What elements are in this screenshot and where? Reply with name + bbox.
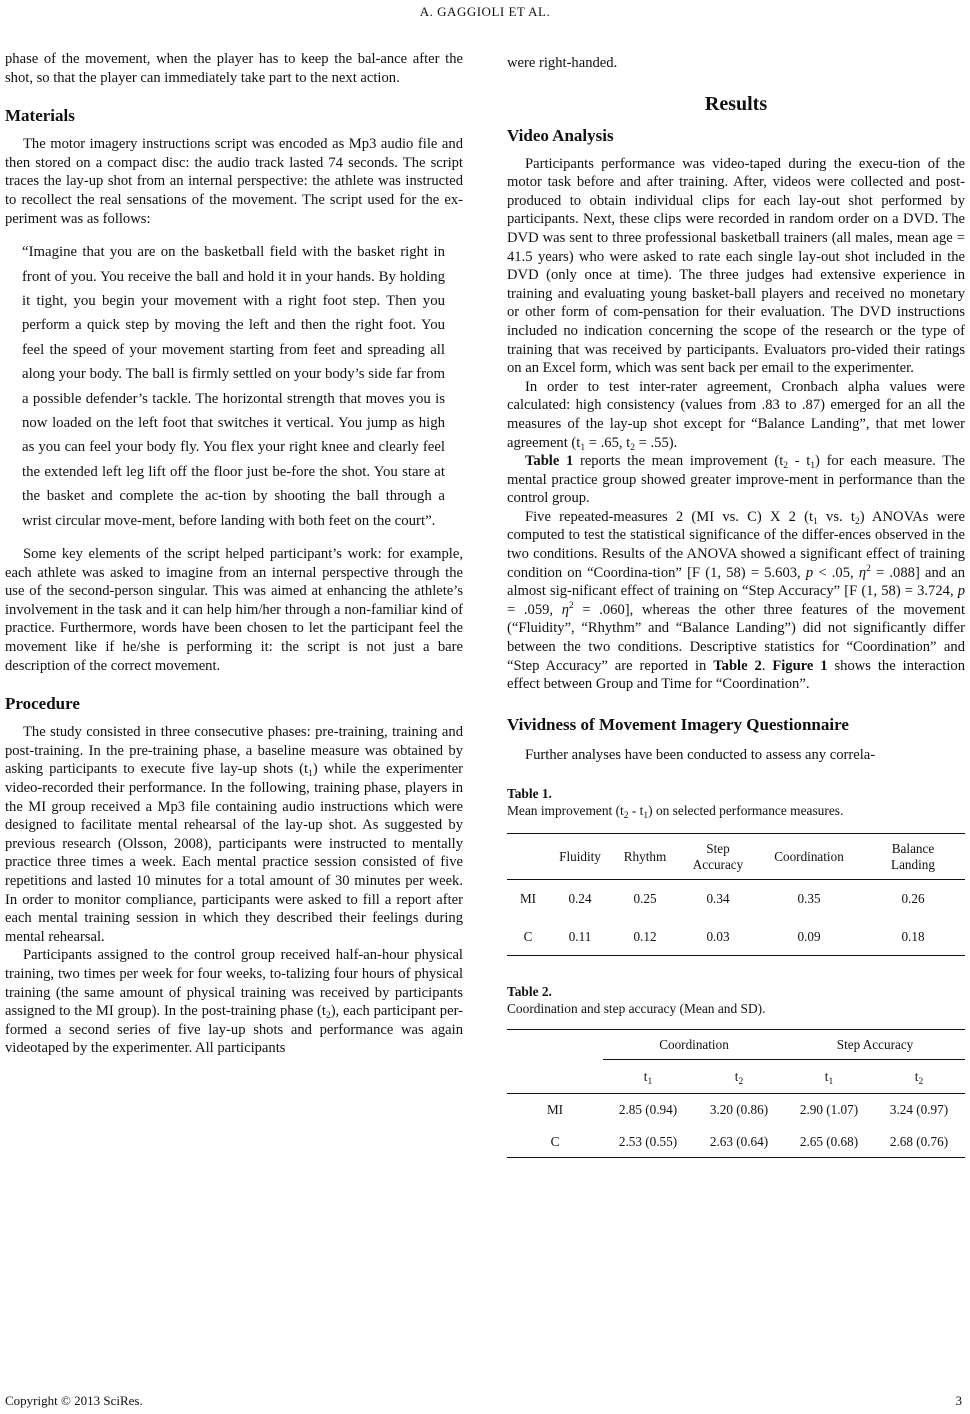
t2-header-step-accuracy: Step Accuracy: [785, 1030, 965, 1060]
vmiq-heading: Vividness of Movement Imagery Questionnaire: [507, 714, 849, 734]
t1-header-step-accuracy: Step Accuracy: [692, 840, 744, 872]
video-paragraph-4: Five repeated-measures 2 (MI vs. C) X 2 ($t_1$ vs. $t_2$) ANOVAs were computed to test the statistical significance of the differ-ences observed in the two conditions. Results of the ANOVA showed a significant effect of training condition on “Coordina-tion” [F (1, 58) = 5.603, p < .05, $\eta^2 = .088$] and an almost sig-nificant effect of training on “Step Accuracy” [F (1, 58) = 3.724, p = .059, $\eta^2 = .060$], whereas the other three features of the movement (“Fluidity”, “Rhythm” and “Balance Landing”) did not significantly differ between the two conditions. Descriptive statistics for “Coordination” and “Step Accuracy” are reported in Table 2. Figure 1 shows the interaction effect between Group and Time for “Coordination”.: [507, 508, 966, 693]
table-2: [507, 1029, 965, 1158]
t1-header-rhythm: Rhythm: [623, 848, 667, 864]
materials-heading: Materials: [5, 106, 75, 126]
script-paragraph: Some key elements of the script helped participant’s work: for example, each athlete was asked to imagine from an internal perspective through the use of the second-person singular. This was aimed at enhancing the athlete’s involvement in the task and it can help him/her through a non-familiar kind of practice. Furthermore, words have been chosen to let the participant feel the movement like if he/she is performing it: the script is not just a bare description of the correct movement.: [5, 546, 463, 674]
table-2-label: Table 2.: [507, 984, 552, 1000]
table-row: C 0.11 0.12 0.03 0.09 0.18: [507, 918, 965, 956]
table-row: C 2.53 (0.55) 2.63 (0.64) 2.65 (0.68) 2.68 (0.76): [507, 1126, 965, 1158]
t2-sub-t1: $t_1$: [643, 1068, 653, 1087]
video-paragraph-2: In order to test inter-rater agreement, Cronbach alpha values were calculated: high consistency (values from .83 to .87) emerged for an all the measures of the lay-up shot except for “Balance Landing”, that met lower agreement ($t_1 = .65$, $t_2 = .55$).: [507, 378, 965, 453]
table-2-caption: Coordination and step accuracy (Mean and SD).: [507, 1001, 766, 1017]
procedure-paragraph-2: Participants assigned to the control group received half-an-hour physical training, two times per week for four weeks, to-talizing four hours of physical training (the same amount of physical training was received by participants assigned to the MI group). In the post-training phase $(t_2)$, each participant per-formed a second series of five lay-up shots and performance was again videotaped by the experimenter. All participants: [5, 947, 463, 1057]
t2-sub-t2: $t_2$: [914, 1068, 924, 1087]
table-1: [507, 833, 965, 956]
vmiq-paragraph: Further analyses have been conducted to assess any correla-: [525, 746, 876, 763]
video-paragraph-1: Participants performance was video-taped during the execu-tion of the motor task before and after training. After, videos were collected and post-produced to obtain individual clips for each lay-out shot performed by participants. Next, these clips were recorded in random order on a DVD. The DVD was sent to three professional basketball trainers (all males, mean age = 41.5 years) who were asked to rate each single lay-out shot included in the DVD (only once at time). The three judges had extensive experience in training and evaluating young basket-ball players and received no monetary or other form of com-pensation for their evaluation. The DVD instructions included no indication concerning the scope of the research or the type of training that was received by participants. Evaluators pro-vided their ratings on an Excel form, which was sent back per email to the experimenter.: [507, 155, 965, 377]
materials-paragraph: The motor imagery instructions script was encoded as Mp3 audio file and then stored on a compact disc: the audio track lasted 74 seconds. The script traces the lay-up shot from an internal perspective: the athlete was instructed to recollect the real sensations of the movement. The script used for the ex-periment was as follows:: [5, 136, 463, 227]
procedure-heading: Procedure: [5, 694, 80, 714]
left-column: [5, 48, 463, 1058]
results-heading: Results: [704, 92, 768, 115]
copyright-footer: Copyright © 2013 SciRes.: [5, 1393, 143, 1408]
video-analysis-heading: Video Analysis: [507, 125, 614, 145]
script-quote: “Imagine that you are on the basketball field with the basket right in front of you. You receive the ball and hold it in your hands. By holding it tight, you begin your movement with a right foot step. Then you perform a quick step by moving the left and then the right foot. You feel the speed of your movement starting from feet and spreading all along your body. The ball is firmly settled on your body’s side far from a possible defender’s tackle. The horizontal strength that moves you is now loaded on the left foot that switches it vertical. You jump as high as you can feel your body fly. You flex your right knee and clearly feel the extended left leg lift off the floor just be-fore the shot. You stare at the basket and complete the ac-tion by shooting the ball through a wrist circular move-ment, before landing with both feet on the court”.: [22, 244, 445, 529]
running-head: A. GAGGIOLI ET AL.: [419, 4, 551, 19]
intro-paragraph: phase of the movement, when the player has to keep the bal-ance after the shot, so that the player can immediately take part to the next action.: [5, 51, 463, 86]
t1-header-fluidity: Fluidity: [559, 848, 601, 864]
t1-header-balance-landing: Balance Landing: [891, 840, 935, 872]
procedure-paragraph-1: The study consisted in three consecutive phases: pre-training, training and post-training. In the pre-training phase, a baseline measure was obtained by asking participants to execute five lay-up shots $(t_1)$ while the experimenter video-recorded their performance. In the following, training phase, players in the MI group received a Mp3 file containing audio instructions which were designed to facilitate mental rehearsal of the lay-up shot. As suggested by previous research (Olsson, 2008), participants were instructed to mentally practice three times a week. Each mental practice session consisted of five repetitions and lasted 10 minutes for a total amount of 30 minutes per week. In order to monitor compliance, participants were asked to fill a report after each mental training session in which they described their feelings during mental rehearsal.: [5, 724, 463, 945]
video-paragraph-3: Table 1 reports the mean improvement $(t_2 - t_1)$ for each measure. The mental practice group showed greater improve-ment in performance than the control group.: [507, 453, 965, 507]
table-row: MI 0.24 0.25 0.34 0.35 0.26: [519, 891, 925, 907]
t1-header-coordination: Coordination: [774, 848, 844, 864]
table-1-caption: Mean improvement $(t_2 - t_1)$ on selected performance measures.: [507, 803, 844, 822]
t2-sub-t2: $t_2$: [734, 1068, 744, 1087]
page-number: 3: [955, 1393, 962, 1408]
table-row: MI 2.85 (0.94) 3.20 (0.86) 2.90 (1.07) 3.24 (0.97): [546, 1102, 949, 1118]
right-column: [507, 48, 965, 1158]
t2-sub-t1: $t_1$: [824, 1068, 834, 1087]
table-1-label: Table 1.: [507, 786, 552, 802]
t2-header-coordination: Coordination: [603, 1030, 785, 1060]
continued-paragraph: were right-handed.: [507, 55, 618, 71]
